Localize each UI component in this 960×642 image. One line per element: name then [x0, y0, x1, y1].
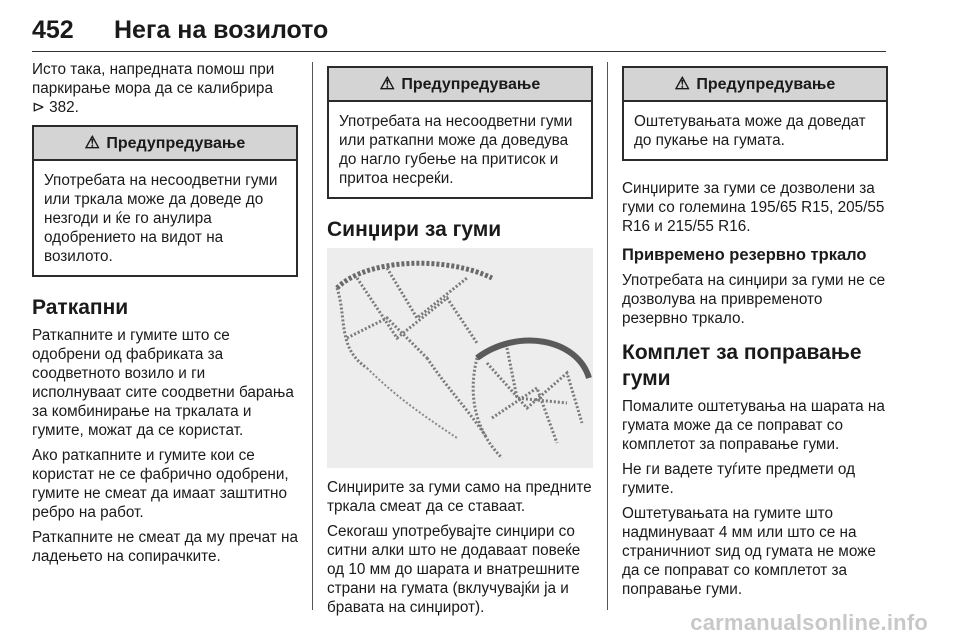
paragraph: Секогаш употребувајте синџири со ситни алки што не додаваат повеќе од 10 мм до шарата и внатрешните страни на гумата (вклучувајќи ја и бравата на синџирот).: [327, 523, 581, 616]
warning-triangle-icon: ⚠: [379, 74, 395, 93]
page-number: 452: [32, 16, 74, 44]
warning-text: Употребата на несоодветни гуми или раткапни може да доведува до нагло губење на притисок и притоа несреќи.: [339, 113, 573, 187]
warning-triangle-icon: ⚠: [84, 133, 100, 152]
paragraph: Употребата на синџири за гуми не се дозволува на привременото резервно тркало.: [622, 272, 886, 327]
snow-chains-illustration: [327, 248, 593, 468]
chapter-title: Нега на возилото: [114, 16, 329, 44]
warning-title: Предупредување: [401, 76, 541, 93]
column-left: [32, 60, 298, 572]
warning-box: [327, 66, 593, 199]
warning-header: [329, 68, 591, 102]
warning-text: Употребата на несоодветни гуми или тркала може да доведе до незгоди и ќе го анулира одобрението на видот на возилото.: [44, 172, 278, 265]
column-divider: [607, 62, 608, 610]
warning-box: [32, 125, 298, 277]
warning-text: Оштетувањата може да доведат до пукање на гумата.: [634, 113, 866, 149]
section-title-tyre-repair-kit: Комплет за поправање гуми: [622, 341, 862, 390]
warning-box: [622, 66, 888, 161]
page-reference-link[interactable]: 382.: [49, 99, 79, 116]
warning-header: [34, 127, 296, 161]
column-middle: [327, 60, 593, 623]
watermark: carmanualsonline.info: [690, 610, 928, 635]
paragraph: Оштетувањата на гумите што надминуваат 4 мм или што се на страничниот ѕид од гумата не може да се поправат со комплетот за поправање гуми.: [622, 505, 876, 598]
warning-triangle-icon: ⚠: [674, 74, 690, 93]
column-right: [622, 60, 888, 605]
subsection-title-temporary-spare: Привремено резервно тркало: [622, 246, 867, 264]
paragraph: Не ги вадете туѓите предмети од гумите.: [622, 461, 856, 497]
warning-title: Предупредување: [106, 135, 246, 152]
paragraph: Помалите оштетувања на шарата на гумата може да се поправат со комплетот за поправање гуми.: [622, 398, 885, 453]
column-divider: [312, 62, 313, 610]
warning-title: Предупредување: [696, 76, 836, 93]
arrow-right-icon: ⊳: [32, 99, 45, 116]
intro-paragraph: Исто така, напредната помош при паркирање мора да се калибрира ⊳ 382.: [32, 61, 275, 116]
warning-header: [624, 68, 886, 102]
paragraph: Синџирите за гуми се дозволени за гуми со големина 195/65 R15, 205/55 R16 и 215/55 R16.: [622, 180, 885, 235]
section-title-snow-chains: Синџири за гуми: [327, 218, 502, 241]
paragraph: Раткапните и гумите што се одобрени од фабриката за соодветното возило и ги исполнуваат сите соодветни барања за комбинирање на тркалата и гумите, можат да се користат.: [32, 327, 294, 439]
paragraph: Ако раткапните и гумите кои се користат не се фабрично одобрени, гумите не смеат да имаат заштитно ребро на работ.: [32, 447, 289, 521]
paragraph: Синџирите за гуми само на предните тркала смеат да се ставаат.: [327, 479, 592, 515]
section-title-hubcaps: Раткапни: [32, 296, 129, 319]
page-header: [32, 14, 886, 52]
paragraph: Раткапните не смеат да му пречат на ладењето на сопирачките.: [32, 529, 298, 565]
